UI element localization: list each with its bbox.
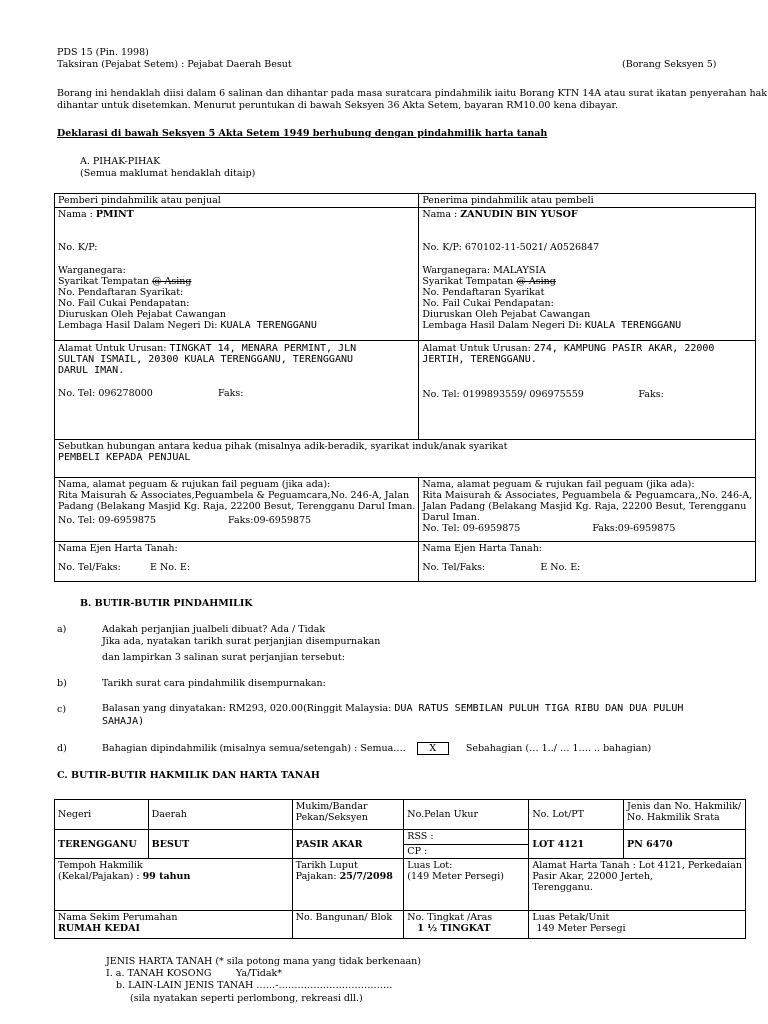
tempoh-cell: Tempoh Hakmilik (Kekal/Pajakan) : 99 tahun xyxy=(55,859,293,911)
buyer-name: ZANUDIN BIN YUSOF xyxy=(460,209,578,220)
buyer-details: Nama : ZANUDIN BIN YUSOF No. K/P: 670102-11-5021/ A0526847 Warganegara: MALAYSIA Syarikat Tempatan @ Asing No. Pendaftaran Syarikat No. Fail Cukai Pendapatan: Diuruskan Oleh Pejabat Cawangan Lembaga Hasil Dalam Negeri Di: KUALA TERENGGANU Alamat Untuk Urusan: 274, KAMPUNG PASIR AKAR, 22000 JERTIH, TERENGGANU. No. Tel: 0199893559/ 096975559 Faks: xyxy=(419,208,756,440)
intro-line-2: dihantar untuk disetemkan. Menurut peruntukan di bawah Seksyen 36 Akta Setem, bayaran RM10.00 kena dibayar. xyxy=(57,100,619,111)
relationship-value: PEMBELI KEPADA PENJUAL xyxy=(58,452,191,463)
seller-warganegara: Warganegara: xyxy=(58,265,126,276)
buyer-warganegara: Warganegara: MALAYSIA xyxy=(422,265,546,276)
seller-agent: Nama Ejen Harta Tanah: No. Tel/Faks: E No. E: xyxy=(55,542,419,582)
seller-header: Pemberi pindahmilik atau penjual xyxy=(55,194,419,208)
declaration-title: Deklarasi di bawah Seksyen 5 Akta Setem 1949 berhubung dengan pindahmilik harta tanah xyxy=(57,128,548,139)
buyer-header: Penerima pindahmilik atau pembeli xyxy=(419,194,756,208)
form-code: PDS 15 (Pin. 1998) xyxy=(57,47,149,58)
seller-lawyer: Nama, alamat peguam & rujukan fail peguam (jika ada): Rita Maisurah & Associates,Peguambela & Peguamcara,No. 246-A, Jalan Padang (Belakang Masjid Kg. Raja, 22200 Besut, Terengganu Darul Iman. No. Tel: 09-6959875 Faks:09-6959875 xyxy=(55,478,419,542)
office-line: Taksiran (Pejabat Setem) : Pejabat Daerah Besut xyxy=(57,59,292,70)
seller-address-1: TINGKAT 14, MENARA PERMINT, JLN xyxy=(169,343,357,354)
buyer-address-2: JERTIH, TERENGGANU. xyxy=(422,354,537,365)
seller-address-3: DARUL IMAN. xyxy=(58,365,125,376)
petak-cell: Luas Petak/Unit 149 Meter Persegi xyxy=(529,911,746,939)
intro-line-1: Borang ini hendaklah diisi dalam 6 salinan dan dihantar pada masa suratcara pindahmilik iaitu Borang KTN 14A atau surat ikatan penyerahan hak xyxy=(57,88,768,99)
section-b-title: B. BUTIR-BUTIR PINDAHMILIK xyxy=(80,598,253,609)
document-page: PDS 15 (Pin. 1998) Taksiran (Pejabat Setem) : Pejabat Daerah Besut (Borang Seksyen 5) Borang ini hendaklah diisi dalam 6 salinan dan dihantar pada masa suratcara pindahmilik iaitu Borang KTN 14A atau surat ikatan penyerahan hak dihantar untuk disetemkan. Menurut peruntukan di bawah Seksyen 36 Akta Setem, bayaran RM10.00 kena dibayar. Deklarasi di bawah Seksyen 5 Akta Setem 1949 berhubung dengan pindahmilik harta tanah A. PIHAK-PIHAK (Semua maklumat hendaklah ditaip) Pemberi pindahmilik atau penjual Penerima pindahmilik atau pembeli Nama : PMINT No. K/P: Warganegara: Syarikat Tempatan @ Asing No. Pendaftaran Syarikat: No. Fail Cukai Pendapatan: Diuruskan Oleh Pejabat Cawangan Lembaga Hasil Dalam Negeri Di: KUALA TERENGGANU Alamat Untuk Urusan: TINGKAT 14, MENARA PERMINT, JLN SULTAN ISMAIL, 20300 KUALA TERENGGANU, TERENGGANU DARUL IMAN. No. Tel: 096278000 Faks: Nama : ZANUDIN BIN YUSOF No. K/P: 670102-11-5021/ A0526847 Warganegara: MALAYSIA Syarikat Tempatan @ Asing No. Pendaftaran Syarikat No. Fail Cukai Pendapatan: Diuruskan Oleh Pejabat Cawangan Lembaga Hasil Dalam Negeri Di: KUALA TERENGGANU Alamat Untuk Urusan: 274, KAMPUNG PASIR AKAR, 22000 JERTIH, TERENGGANU. No. Tel: 0199893559/ 096975559 Faks: Sebutkan hubungan antara kedua pihak (misalnya adik-beradik, syarikat induk/anak syarikat PEMBELI KEPADA PENJUAL Nama, alamat peguam & rujukan fail peguam (jika ada): Rita Maisurah & Associates,Peguambela & Peguamcara,No. 246-A, Jalan Padang (Belakang Masjid Kg. Raja, 22200 Besut, Terengganu Darul Iman. No. Tel: 09-6959875 Faks:09-6959875 Nama, alamat peguam & rujukan fail peguam (jika ada): Rita Maisurah & Associates, Peguambela & Peguamcara,,No. 246-A, Jalan Padang (Belakang Masjid Kg. Raja, 22200 Besut, Terengganu Darul Iman. No. Tel: 09-6959875 Faks:09-6959875 Nama Ejen Harta Tanah: No. Tel/Faks: E No. E: Nama Ejen Harta Tanah: No. Tel/Faks: E No. E: B. BUTIR-BUTIR PINDAHMILIK a) Adakah perjanjian jualbeli dibuat? Ada / Tidak Jika ada, nyatakan tarikh surat perjanjian disempurnakan dan lampirkan 3 salinan surat perjanjian tersebut: b) Tarikh surat cara pindahmilik disempurnakan: c) Balasan yang dinyatakan: RM293, 020.00(Ringgit Malaysia: DUA RATUS SEMBILAN PULUH TIGA RIBU DAN DUA PULUH SAHAJA) d) Bahagian dipindahmilik (misalnya semua/setengah) : Semua…. X Sebahagian (… 1../ … 1…. .. bahagian) C. BUTIR-BUTIR HAKMILIK DAN HARTA TANAH Negeri Daerah Mukim/Bandar Pekan/Seksyen No.Pelan Ukur No. Lot/PT Jenis dan No. Hakmilik/ No. Hakmilik Srata TERENGGANU BESUT PASIR AKAR RSS : CP : LOT 4121 PN 6470 Tempoh Hakmilik (Kekal/Pajakan) : 99 tahun Tarikh Luput Pajakan: 25/7/2098 Luas Lot: (149 Meter Persegi) Alamat Harta Tanah : Lot 4121, Perkedaian Pasir Akar, 22000 Jerteh, Terengganu. Nama Sekim Perumahan RUMAH KEDAI No. Bangunan/ Blok No. Tingkat /Aras 1 ½ TINGKAT Luas Petak/Unit 149 Meter Persegi JENIS HARTA TANAH (* sila potong mana yang tidak berkenaan) I. a. TANAH KOSONG Ya/Tidak* b. LAIN-LAIN JENIS TANAH ……-……………………………… (sila nyatakan seperti perlombong, rekreasi dll.) xyxy=(0,0,768,1024)
mukim-value: PASIR AKAR xyxy=(292,830,404,859)
daerah-value: BESUT xyxy=(148,830,292,859)
seller-tel: No. Tel: 096278000 xyxy=(58,388,153,399)
buyer-agent: Nama Ejen Harta Tanah: No. Tel/Faks: E No. E: xyxy=(419,542,756,582)
form-type: (Borang Seksyen 5) xyxy=(622,59,717,70)
negeri-value: TERENGGANU xyxy=(55,830,149,859)
sekim-cell: Nama Sekim Perumahan RUMAH KEDAI xyxy=(55,911,293,939)
seller-details: Nama : PMINT No. K/P: Warganegara: Syarikat Tempatan @ Asing No. Pendaftaran Syarikat: No. Fail Cukai Pendapatan: Diuruskan Oleh Pejabat Cawangan Lembaga Hasil Dalam Negeri Di: KUALA TERENGGANU Alamat Untuk Urusan: TINGKAT 14, MENARA PERMINT, JLN SULTAN ISMAIL, 20300 KUALA TERENGGANU, TERENGGANU DARUL IMAN. No. Tel: 096278000 Faks: xyxy=(55,208,419,440)
buyer-lawyer: Nama, alamat peguam & rujukan fail peguam (jika ada): Rita Maisurah & Associates, Peguambela & Peguamcara,,No. 246-A, Jalan Padang (Belakang Masjid Kg. Raja, 22200 Besut, Terengganu Darul Iman. No. Tel: 09-6959875 Faks:09-6959875 xyxy=(419,478,756,542)
seller-name: PMINT xyxy=(95,209,134,220)
tingkat-cell: No. Tingkat /Aras 1 ½ TINGKAT xyxy=(404,911,529,939)
seller-address-2: SULTAN ISMAIL, 20300 KUALA TERENGGANU, TERENGGANU xyxy=(58,354,354,365)
jenis-title: JENIS HARTA TANAH (* sila potong mana yang tidak berkenaan) xyxy=(106,956,421,967)
section-a-note: (Semua maklumat hendaklah ditaip) xyxy=(80,168,256,179)
bangunan-cell: No. Bangunan/ Blok xyxy=(292,911,404,939)
alamat-cell: Alamat Harta Tanah : Lot 4121, Perkedaian Pasir Akar, 22000 Jerteh, Terengganu. xyxy=(529,859,746,911)
lot-value: LOT 4121 xyxy=(529,830,624,859)
seller-kp: No. K/P: xyxy=(58,242,98,253)
buyer-tel: No. Tel: 0199893559/ 096975559 xyxy=(422,389,584,400)
buyer-kp: No. K/P: 670102-11-5021/ A0526847 xyxy=(422,242,600,253)
buyer-address-1: 274, KAMPUNG PASIR AKAR, 22000 xyxy=(533,343,715,354)
parties-table xyxy=(54,193,756,582)
luas-cell: Luas Lot: (149 Meter Persegi) xyxy=(404,859,529,911)
pn-value: PN 6470 xyxy=(624,830,746,859)
section-c-title: C. BUTIR-BUTIR HAKMILIK DAN HARTA TANAH xyxy=(57,770,320,781)
luput-cell: Tarikh Luput Pajakan: 25/7/2098 xyxy=(292,859,404,911)
title-property-table: Negeri Daerah Mukim/Bandar Pekan/Seksyen No.Pelan Ukur No. Lot/PT Jenis dan No. Hakmilik/ No. Hakmilik Srata TERENGGANU BESUT PASIR AKAR RSS : CP : LOT 4121 PN 6470 Tempoh Hakmilik (Kekal/Pajakan) : 99 tahun Tarikh Luput Pajakan: 25/7/2098 Luas Lot: (149 Meter Persegi) Alamat Harta Tanah : Lot 4121, Perkedaian Pasir Akar, 22000 Jerteh, Terengganu. Nama Sekim Perumahan RUMAH KEDAI No. Bangunan/ Blok No. Tingkat /Aras 1 ½ TINGKAT Luas Petak/Unit 149 Meter Persegi xyxy=(54,799,746,939)
consideration-words: DUA RATUS SEMBILAN PULUH TIGA RIBU DAN DUA PULUH xyxy=(394,703,684,714)
section-a-title: A. PIHAK-PIHAK xyxy=(80,156,161,167)
relationship-cell: Sebutkan hubungan antara kedua pihak (misalnya adik-beradik, syarikat induk/anak syarikat PEMBELI KEPADA PENJUAL xyxy=(55,440,756,478)
semua-checkbox[interactable]: X xyxy=(417,742,449,755)
